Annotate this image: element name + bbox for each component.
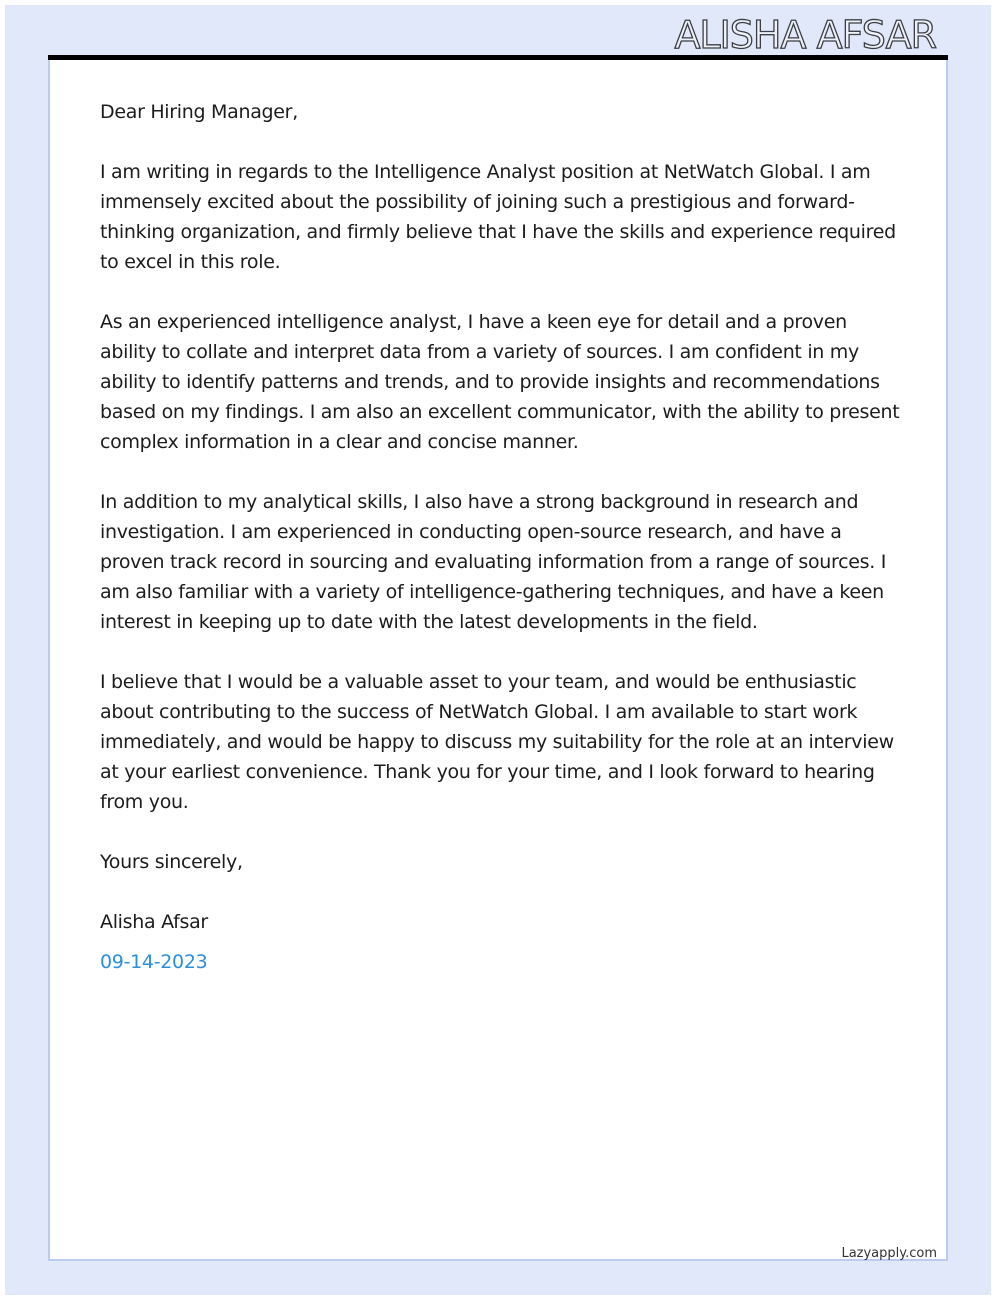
paragraph-3: In addition to my analytical skills, I also have a strong background in research and investigation. I am experienced in conducting open-source research, and have a proven track record in sourcing and evaluating information from a range of sources. I am also familiar with a variety of intelligence-gathering techniques, and have a keen interest in keeping up to date with the latest developments in the field.	[100, 491, 887, 633]
footer-link[interactable]: Lazyapply.com	[841, 1246, 937, 1261]
cover-letter-body	[100, 97, 900, 1007]
applicant-name-header: ALISHA AFSAR	[674, 13, 936, 57]
signature-name: Alisha Afsar	[100, 911, 208, 933]
letter-date: 09-14-2023	[100, 951, 208, 973]
salutation: Dear Hiring Manager,	[100, 101, 298, 123]
closing: Yours sincerely,	[100, 851, 243, 873]
paragraph-1: I am writing in regards to the Intelligence Analyst position at NetWatch Global. I am immensely excited about the possibility of joining such a prestigious and forward-thinking organization, and firmly believe that I have the skills and experience required to excel in this role.	[100, 161, 896, 273]
paragraph-2: As an experienced intelligence analyst, I have a keen eye for detail and a proven ability to collate and interpret data from a variety of sources. I am confident in my ability to identify patterns and trends, and to provide insights and recommendations based on my findings. I am also an excellent communicator, with the ability to present complex information in a clear and concise manner.	[100, 311, 900, 453]
paragraph-4: I believe that I would be a valuable asset to your team, and would be enthusiastic about contributing to the success of NetWatch Global. I am available to start work immediately, and would be happy to discuss my suitability for the role at an interview at your earliest convenience. Thank you for your time, and I look forward to hearing from you.	[100, 671, 894, 813]
